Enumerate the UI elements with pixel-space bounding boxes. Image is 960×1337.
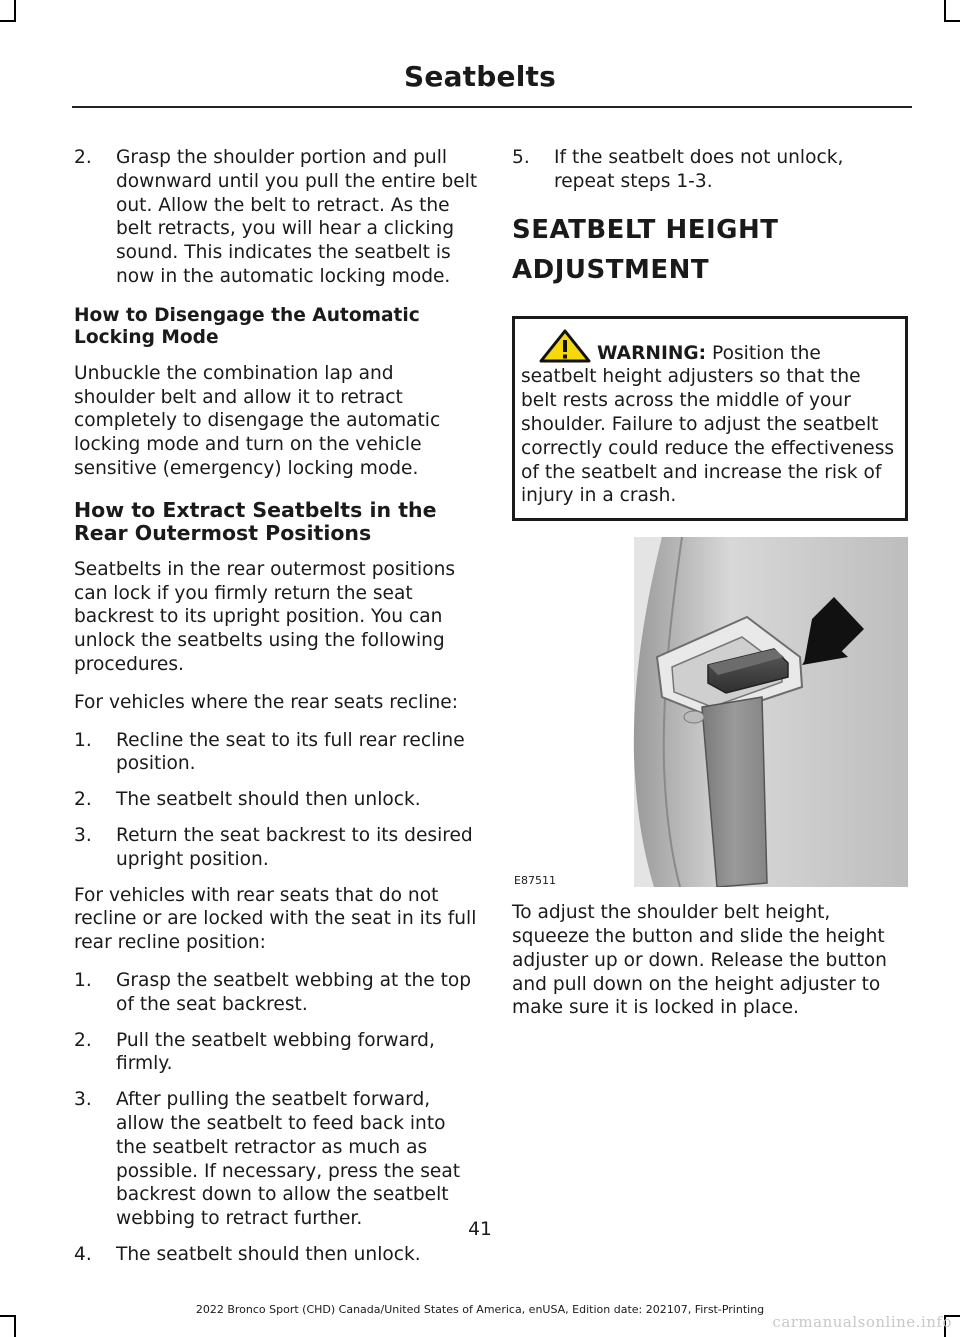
recline-steps — [74, 729, 480, 872]
right-column — [512, 146, 908, 1034]
list-item — [74, 969, 480, 1017]
list-item — [74, 1243, 480, 1267]
section-heading-line1: SEATBELT HEIGHT — [512, 214, 779, 245]
list-number: 2. — [74, 147, 92, 168]
crop-mark — [944, 20, 960, 22]
adjustment-caption: To adjust the shoulder belt height, squeeze the button and slide the height adjuster up or down. Release the button and pull down on the height adjuster to make sure it is locked in place. — [512, 902, 887, 1019]
adjuster-drawing — [512, 537, 908, 887]
height-adjuster-illustration — [512, 537, 908, 887]
list-number: 3. — [74, 824, 92, 846]
list-text: After pulling the seatbelt forward, allow the seatbelt to feed back into the seatbelt retractor as much as possible. If necessary, press the seat backrest down to allow the seatbelt webbing to retract further. — [116, 1089, 461, 1230]
list-item — [74, 1029, 480, 1077]
site-watermark: carmanualsonline.info — [772, 1313, 952, 1331]
warning-box — [512, 316, 908, 522]
list-item — [74, 788, 480, 812]
list-item — [74, 1088, 480, 1231]
section-heading-line2: ADJUSTMENT — [512, 254, 710, 285]
list-item — [74, 146, 480, 289]
illustration-code: E87511 — [514, 874, 556, 888]
list-text: Recline the seat to its full rear recline position. — [116, 729, 465, 775]
page-number: 41 — [468, 1219, 492, 1240]
list-item — [74, 729, 480, 777]
header-rule — [72, 106, 912, 108]
recline-intro: For vehicles where the rear seats recline: — [74, 691, 458, 713]
crop-mark — [14, 1315, 16, 1337]
crop-mark — [944, 0, 946, 22]
list-number: 1. — [74, 969, 92, 991]
list-number: 3. — [74, 1089, 92, 1111]
norecline-intro: For vehicles with rear seats that do not recline or are locked with the seat in its full rear recline position: — [74, 884, 477, 954]
list-number: 4. — [74, 1243, 92, 1265]
edition-footer: 2022 Bronco Sport (CHD) Canada/United States of America, enUSA, Edition date: 202107, First-Printing — [195, 1303, 765, 1316]
crop-mark — [14, 0, 16, 22]
list-number: 2. — [74, 1029, 92, 1051]
warning-label: WARNING: — [597, 342, 707, 364]
list-text: If the seatbelt does not unlock, repeat steps 1-3. — [554, 147, 844, 192]
list-text: Return the seat backrest to its desired upright position. — [116, 824, 473, 870]
list-text: The seatbelt should then unlock. — [116, 1243, 421, 1265]
list-item — [512, 146, 908, 194]
extract-paragraph: Seatbelts in the rear outermost positions can lock if you firmly return the seat backrest to its upright position. You can unlock the seatbelts using the following procedures. — [74, 558, 456, 675]
disengage-heading: How to Disengage the Automatic Locking Mode — [74, 304, 420, 348]
disengage-paragraph: Unbuckle the combination lap and shoulder belt and allow it to retract completely to disengage the automatic locking mode and turn on the vehicle sensitive (emergency) locking mode. — [74, 362, 441, 479]
list-number: 2. — [74, 789, 92, 811]
page-title: Seatbelts — [404, 60, 556, 93]
left-column — [74, 146, 480, 1279]
crop-mark — [0, 20, 16, 22]
list-text: Pull the seatbelt webbing forward, firmly. — [116, 1029, 435, 1075]
list-item — [74, 824, 480, 872]
extract-heading: How to Extract Seatbelts in the Rear Outermost Positions — [74, 497, 437, 545]
list-text: Grasp the shoulder portion and pull downward until you pull the entire belt out. Allow the belt to retract. As the belt retracts, you will hear a clicking sound. This indicates the seatbelt is now in the automatic locking mode. — [116, 147, 478, 287]
list-text: The seatbelt should then unlock. — [116, 789, 421, 811]
list-text: Grasp the seatbelt webbing at the top of the seat backrest. — [116, 969, 472, 1015]
warning-triangle-icon — [539, 329, 591, 359]
list-number: 5. — [512, 147, 530, 168]
list-number: 1. — [74, 729, 92, 751]
warning-text: Position the seatbelt height adjusters so that the belt rests across the middle of your shoulder. Failure to adjust the seatbelt correctly could reduce the effectiveness of the seatbelt and increase the risk of injury in a crash. — [521, 342, 895, 507]
